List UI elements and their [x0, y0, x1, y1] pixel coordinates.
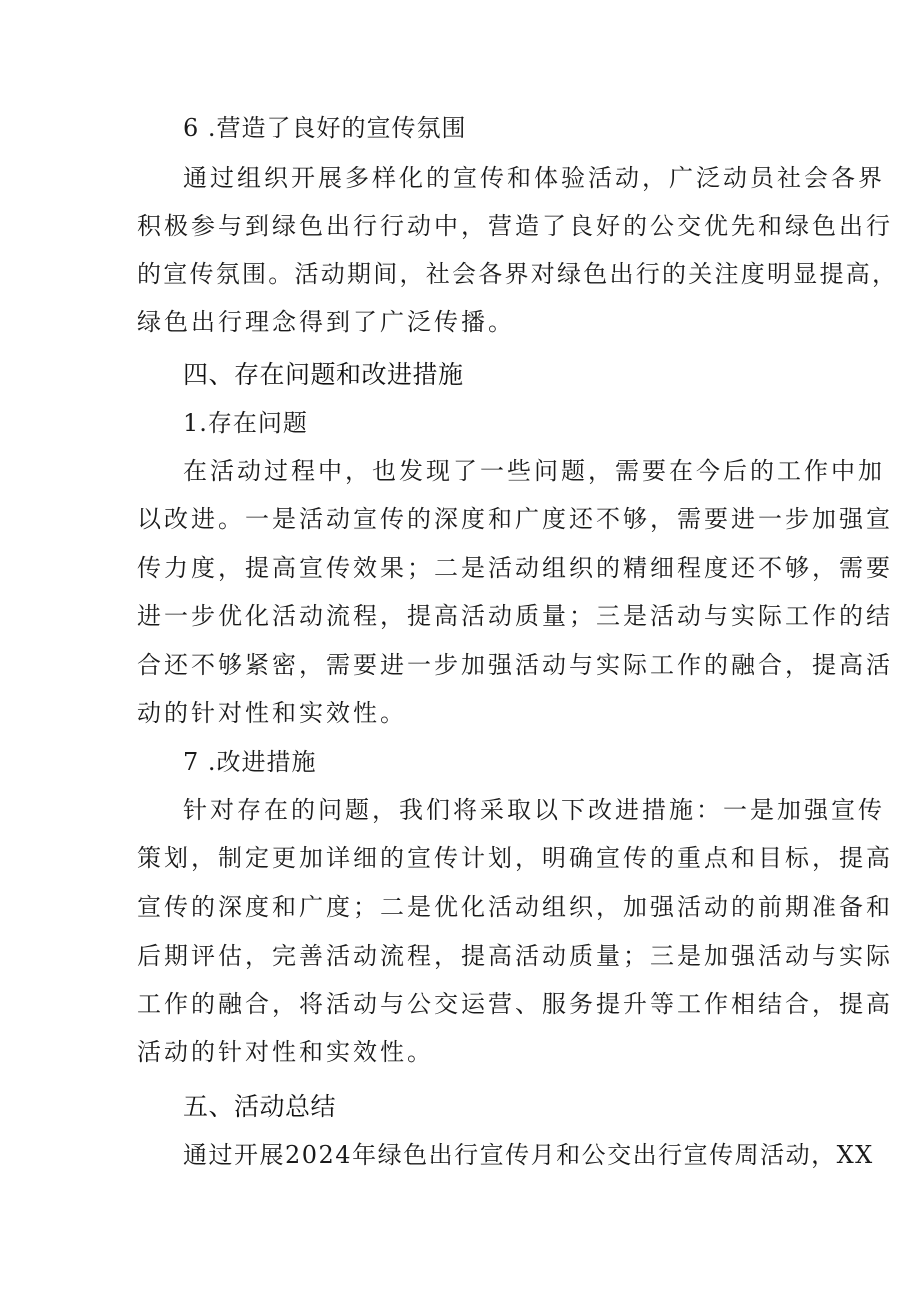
paragraph-line: 绿色出行理念得到了广泛传播。 — [137, 308, 515, 336]
paragraph-line: 后期评估，完善活动流程，提高活动质量；三是加强活动与实际 — [137, 942, 893, 970]
paragraph-line: 传力度，提高宣传效果；二是活动组织的精细程度还不够，需要 — [137, 554, 893, 582]
section-heading: 五、活动总结 — [183, 1092, 337, 1121]
subsection-heading: 1.存在问题 — [183, 409, 308, 437]
subsection-heading: 6 .营造了良好的宣传氛围 — [183, 114, 467, 142]
paragraph-line: 针对存在的问题，我们将采取以下改进措施：一是加强宣传 — [183, 796, 885, 824]
paragraph-line: 策划，制定更加详细的宣传计划，明确宣传的重点和目标，提高 — [137, 844, 893, 872]
paragraph-line: 进一步优化活动流程，提高活动质量；三是活动与实际工作的结 — [137, 602, 893, 630]
paragraph-line: 活动的针对性和实效性。 — [137, 1038, 434, 1066]
section-heading: 四、存在问题和改进措施 — [183, 360, 464, 389]
paragraph-line: 积极参与到绿色出行行动中，营造了良好的公交优先和绿色出行 — [137, 212, 893, 240]
paragraph-line: 的宣传氛围。活动期间，社会各界对绿色出行的关注度明显提高， — [137, 260, 899, 288]
paragraph-line: 通过开展2024年绿色出行宣传月和公交出行宣传周活动，XX — [183, 1141, 874, 1169]
paragraph-line: 通过组织开展多样化的宣传和体验活动，广泛动员社会各界 — [183, 164, 885, 192]
paragraph-line: 动的针对性和实效性。 — [137, 699, 407, 727]
paragraph-line: 合还不够紧密，需要进一步加强活动与实际工作的融合，提高活 — [137, 651, 893, 679]
subsection-heading: 7 .改进措施 — [183, 748, 317, 776]
paragraph-line: 以改进。一是活动宣传的深度和广度还不够，需要进一步加强宣 — [137, 505, 893, 533]
paragraph-line: 在活动过程中，也发现了一些问题，需要在今后的工作中加 — [183, 457, 885, 485]
paragraph-line: 宣传的深度和广度；二是优化活动组织，加强活动的前期准备和 — [137, 893, 893, 921]
paragraph-line: 工作的融合，将活动与公交运营、服务提升等工作相结合，提高 — [137, 990, 893, 1018]
